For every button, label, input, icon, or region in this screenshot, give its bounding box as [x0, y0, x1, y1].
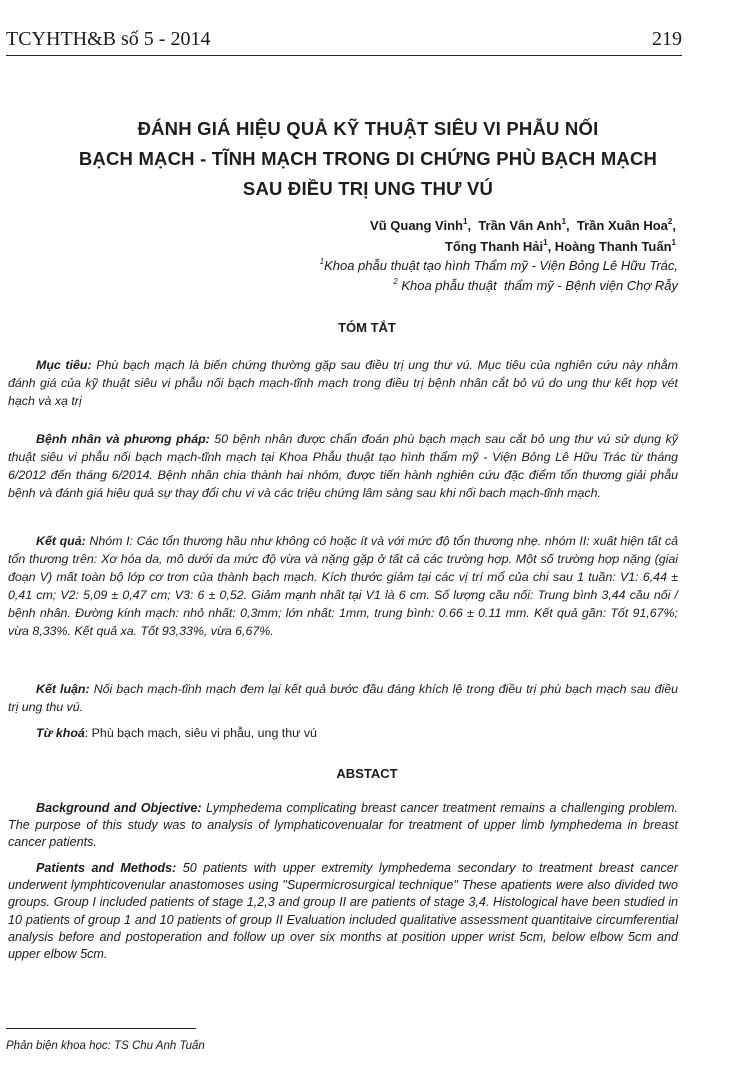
summary-methods: [8, 430, 678, 502]
title-line: SAU ĐIỀU TRỊ UNG THƯ VÚ: [242, 178, 494, 199]
summary-objective: [8, 356, 678, 410]
footnote-divider: [6, 1028, 196, 1029]
conclusion-label: Kết luận:: [36, 682, 90, 696]
summary-results: [8, 532, 678, 641]
affiliation-line: [320, 276, 678, 296]
title-line: ĐÁNH GIÁ HIỆU QUẢ KỸ THUẬT SIÊU VI PHẪU NỐI: [137, 118, 599, 139]
results-label: Kết quả:: [36, 534, 86, 548]
abstract-background: [8, 800, 678, 852]
affiliation-list: [320, 256, 678, 296]
author-affiliation-mark: 1: [561, 217, 567, 226]
author-affiliation-mark: 1: [462, 217, 468, 226]
methods-text: 50 bệnh nhân được chẩn đoán phù bạch mạch sau cắt bỏ ung thư vú sử dụng kỹ thuật siêu vi phẫu nối bạch mạch-tĩnh mạch tại Khoa Phẫu thuật tạo hình thẩm mỹ - Viện Bỏng Lê Hữu Trác từ tháng 6/2012 đến tháng 6/2014. Bệnh nhân chia thành hai nhóm, được tiến hành nghiên cứu đặc điểm tổn thương giải phẫu bệnh và đánh giá hiệu quả sự thay đổi chu vi và các triệu chứng lâm sàng sau khi nối bach mạch-tĩnh mạch.: [8, 432, 678, 501]
abstract-methods-text: 50 patients with upper extremity lymphedema secondary to treatment breast cancer underwent lymphticovenular anastomoses using "Supermicrosurgical technique" These apatients were also divided two groups. Group I included patients of stage 1,2,3 and group II are patients of stage 3,4. Histological have been studied in 10 patients of group 1 and 10 patients of group II Evaluation included qualitative assessment quantitaive circumferential analysis before and postoperation and follow up over six months at position upper wrist 5cm, below elbow 5cm and upper elbow 5cm.: [8, 861, 678, 962]
journal-issue: TCYHTH&B số 5 - 2014: [6, 28, 211, 50]
objective-label: Mục tiêu:: [36, 358, 92, 372]
header-divider: [6, 55, 682, 56]
author-name: Trần Xuân Hoa: [576, 218, 668, 233]
reviewer-footnote: Phản biện khoa học: TS Chu Anh Tuấn: [6, 1040, 205, 1052]
keywords-text: : Phù bạch mạch, siêu vi phẫu, ung thư vú: [84, 726, 317, 740]
author-affiliation-mark: 1: [543, 238, 548, 247]
author-list: [370, 215, 676, 257]
affiliation-mark: 2: [393, 277, 398, 286]
author-affiliation-mark: 2: [667, 217, 673, 226]
page-number: 219: [652, 28, 682, 50]
summary-heading: TÓM TẮT: [338, 320, 396, 335]
affiliation-line: [320, 256, 678, 276]
abstract-methods: [8, 860, 678, 963]
affiliation-text: Khoa phẫu thuật tạo hình Thẩm mỹ - Viện Bỏng Lê Hữu Trác,: [324, 258, 678, 273]
author-name: Vũ Quang Vinh: [370, 218, 463, 233]
background-text: Lymphedema complicating breast cancer treatment remains a challenging problem. The purpose of this study was to analysis of lymphaticovenualar for treatment of upper limb lymphedema in breast cancer patients.: [8, 801, 679, 850]
affiliation-mark: 1: [319, 257, 325, 266]
abstract-heading: ABSTACT: [336, 766, 398, 781]
summary-conclusion: [8, 680, 678, 716]
author-line: [370, 215, 676, 236]
article-title: [30, 114, 706, 204]
author-separator: ,: [547, 239, 555, 254]
objective-text: Phù bạch mạch là biến chứng thường gặp sau điều trị ung thư vú. Mục tiêu của nghiên cứu này nhằm đánh giá của kỹ thuật siêu vi phẫu nối bạch mạch-tĩnh mạch trong điều trị bệnh nhân cắt bỏ vú do ung thư kết hợp vét hạch và xạ trị: [8, 358, 678, 409]
background-label: Background and Objective:: [36, 801, 202, 815]
author-separator: ,: [566, 218, 577, 233]
affiliation-text: Khoa phẫu thuật thẩm mỹ - Bệnh viện Chợ Rẫy: [397, 278, 678, 293]
methods-label: Bệnh nhân và phương pháp:: [36, 432, 210, 446]
title-line: BẠCH MẠCH - TĨNH MẠCH TRONG DI CHỨNG PHÙ BẠCH MẠCH: [78, 148, 658, 169]
author-affiliation-mark: 1: [671, 238, 676, 247]
author-separator: ,: [467, 218, 479, 233]
author-line: [370, 236, 676, 257]
author-name: Hoàng Thanh Tuấn: [554, 239, 672, 254]
keywords-label: Từ khoá: [36, 726, 85, 740]
author-separator: ,: [672, 218, 676, 233]
conclusion-text: Nối bạch mạch-tĩnh mạch đem lại kết quả bước đầu đáng khích lệ trong điều trị phù bạch mạch sau điều trị ung thu vú.: [8, 682, 678, 715]
summary-keywords: [8, 724, 678, 742]
author-name: Trần Vân Anh: [478, 218, 562, 233]
running-header: [6, 28, 682, 52]
abstract-methods-label: Patients and Methods:: [36, 861, 177, 875]
author-name: Tống Thanh Hải: [444, 239, 544, 254]
results-text: Nhóm I: Các tổn thương hầu như không có hoặc ít và với mức độ tổn thương nhẹ. nhóm II: xuất hiện tất cả tổn thương trên: Xơ hóa da, mô dưới da mức độ vừa và nặng gặp ở tất cả các trường hợp. Một số trường hợp nặng (giai đoạn V) mất toàn bộ lớp cơ trơn của thành bạch mạch. Kích thước giảm tại các vị trí mổ của chi sau 1 tuần: V1: 6,44 ± 0,41 cm; V2: 5,09 ± 0,47 cm; V3: 6 ± 0,52. Giảm mạnh nhất tại V1 là 6 cm. Số lượng cầu nối: Trung bình 3,44 cầu nối / bệnh nhân. Đường kính mạch: nhỏ nhất: 0,3mm; lớn nhất: 1mm, trung bình: 0.66 ± 0.11 mm. Kết quả gần: Tốt 91,67%; vừa 8,33%. Kết quả xa. Tốt 93,33%, vừa 6,67%.: [8, 534, 678, 639]
